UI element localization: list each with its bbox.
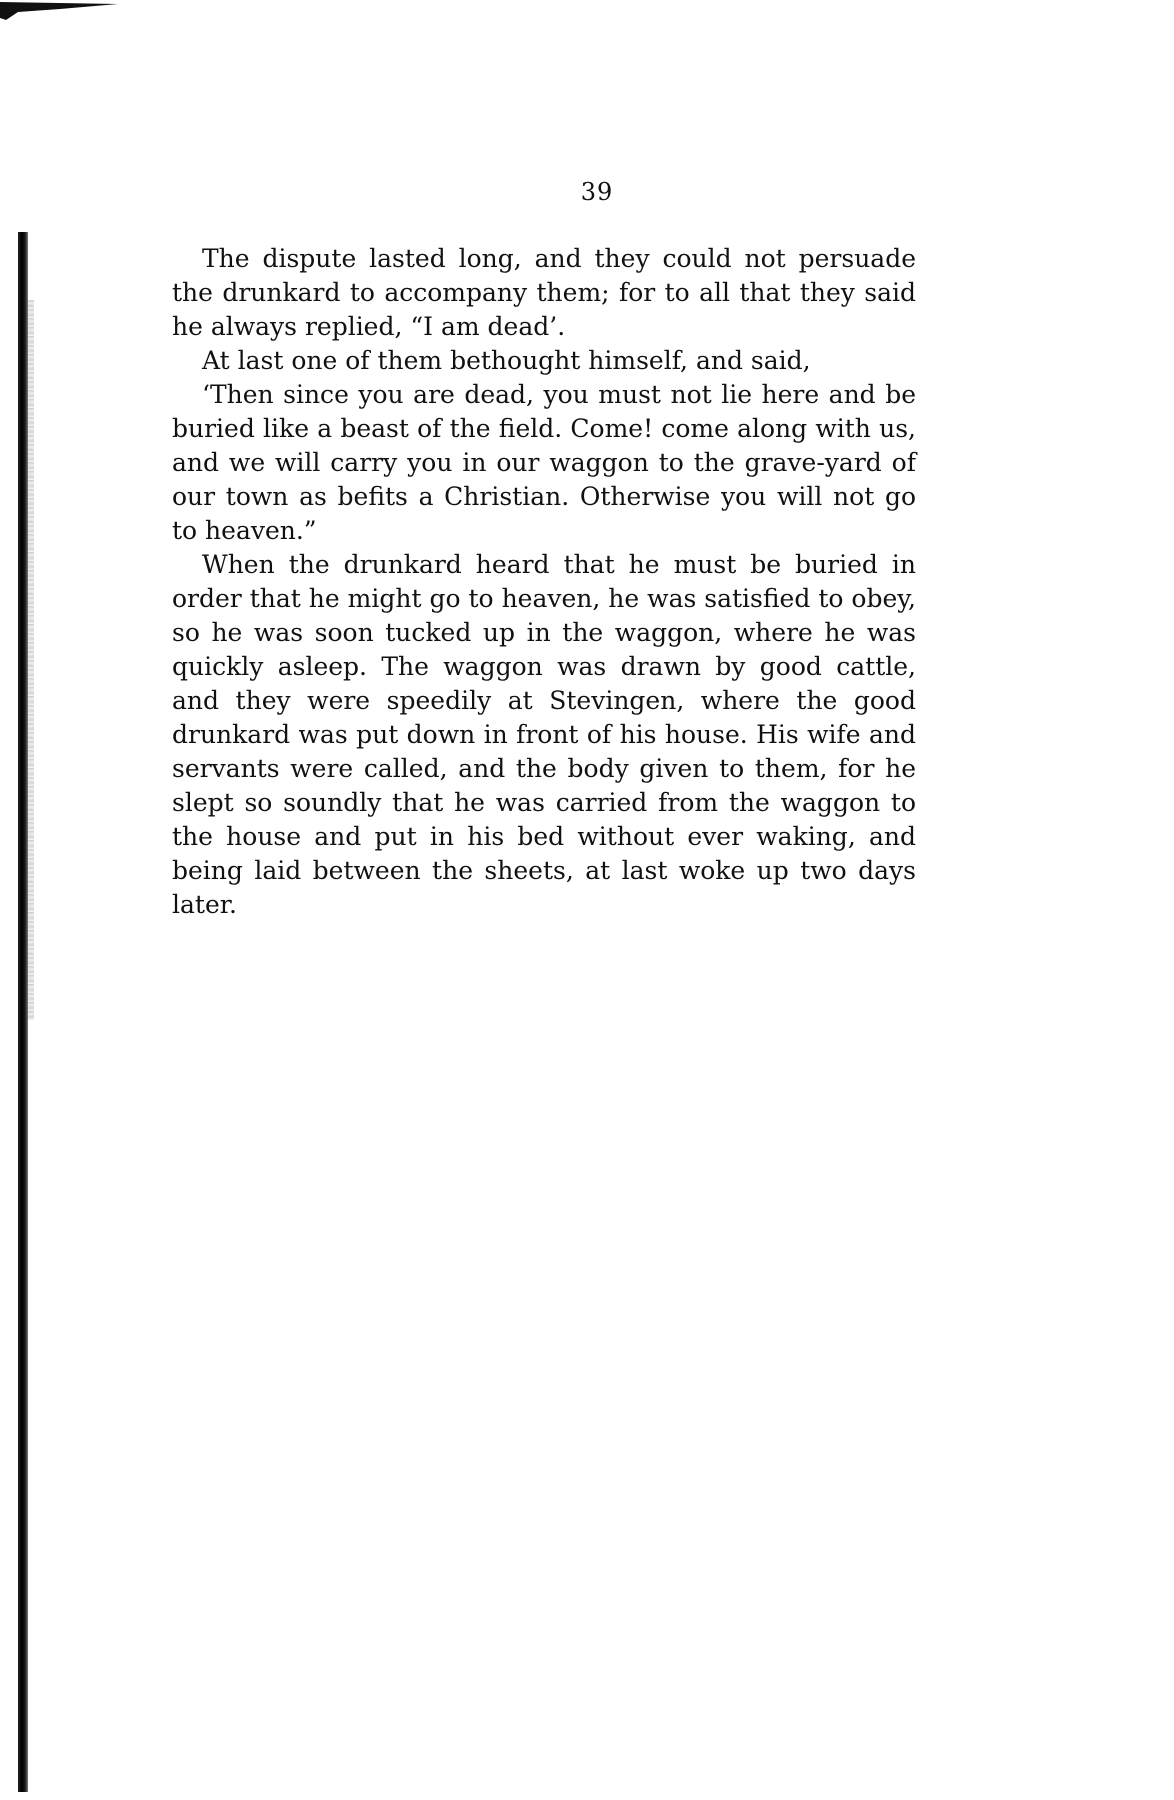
scan-binding-edge [18, 232, 28, 1792]
paragraph-3: ‘Then since you are dead, you must not lie here and be buried like a beast of the field. Come! come along with us, and we will carry you in our waggon to the grave-yard of our town as befits a Christian. Otherwise you will not go to heaven.” [172, 380, 916, 545]
paragraph-2: At last one of them bethought himself, and said, [202, 346, 811, 375]
paragraph-1: The dispute lasted long, and they could not persuade the drunkard to accompany them; for to all that they said he always replied, “I am dead’. [172, 244, 916, 341]
page-number: 39 [580, 178, 614, 206]
paragraph-4: When the drunkard heard that he must be buried in order that he might go to heaven, he was satisfied to obey, so he was soon tucked up in the waggon, where he was quickly asleep. The waggon was drawn by good cattle, and they were speedily at Stevingen, where the good drunkard was put down in front of his house. His wife and servants were called, and the body given to them, for he slept so soundly that he was carried from the waggon to the house and put in his bed without ever waking, and being laid between the sheets, at last woke up two days later. [172, 550, 916, 919]
body-text [172, 242, 916, 922]
scan-corner-mark [0, 0, 130, 24]
scan-binding-shadow [28, 300, 34, 1020]
